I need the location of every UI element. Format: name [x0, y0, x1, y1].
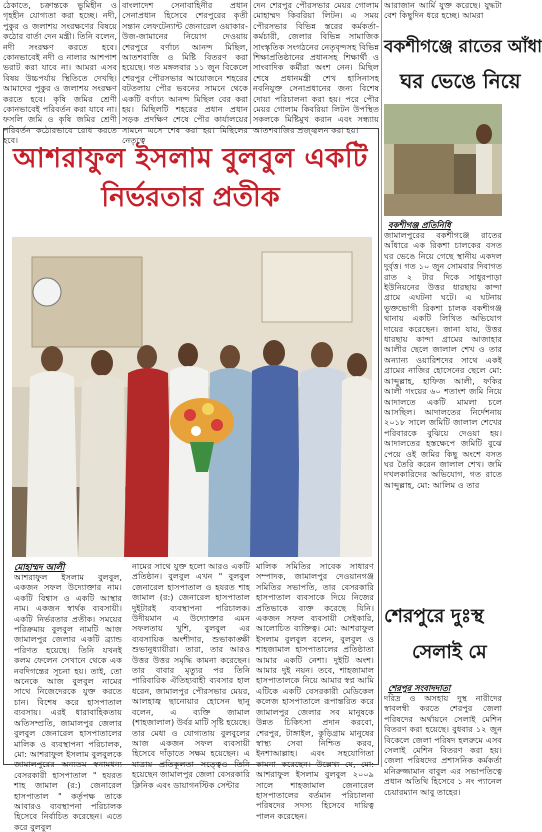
article-body-column-3: মালিক সমিতির সাবেক সাধারণ সম্পাদক, জামালপুর দেওয়ানগঞ্জ সমিতির সভাপতি, তার বেসরকারি হাসপাতাল ব্যবসাকে দিয়ে নিজের প্রতিভাকে ব্যক্ত করেছে যিনি। একজন সফল ব্যবসায়ী সেইকারি, আলোচিত ব্যক্তিত্ব। মো: আশরাফুল ইসলাম বুলবুল বলেন, বুলবুল ও শাহজামাল হাসপাতালের প্রতিষ্ঠাতা আমার একটি নেশা। দুইটি অংশ। আমার দুই নয়ন। তবে, শাহজামাল হাসপাতালকে নিয়ে আমার স্বপ্ন আমি এটিকে একটি বেসরকারী মেডিকেল কলেজ হাসপাতালে রূপান্তরিত করে জামালপুর জেলার সব মানুষকে উন্নত চিকিৎসা প্রদান করবো, শেরপুর, টাঙ্গাইল, কুড়িগ্রাম মানুষের স্বাস্থ্য সেবা নিশ্চিত করব, ইনশাআল্লাহ। এবং সহযোগিতা কামনা করেছেন। উল্লেখ্য যে, মো: আশরাফুল ইসলাম বুলবুল ২০০৯ সালে শাহজামাল জেনারেল হাসপাতালের বর্তমান পরিচালনা পরিষদের সদস্য হিসেবে দায়িত্ব পালন করেছেন।	[256, 561, 374, 821]
main-headline	[4, 129, 377, 227]
article-body-column-2: নামের সাথে যুক্ত হলো আরও একটি প্রতিষ্ঠান। বুলবুল এখন " বুলবুল জেনারেল হাসপাতাল ও হযরত শাহ জামাল (র:) জেনারেল হাসপাতাল দুইটারই ব্যবস্থাপনা পরিচালক। উদীয়মান এ উদ্যোক্তার এমন সফলতায় খুশি, বুলবুল এর ব্যবসায়িক অংশীদার, শুভাকাঙ্ক্ষী শুভানুধ্যায়ীরা। তারা, তার আরও উত্তর উত্তর সমৃদ্ধি কামনা করেছেন। তার বাবার মৃত্যুর পর তিনি পারিবারিক ঐতিহ্যবাহী ব্যবসার হাল ধরেন, জামালপুর পৌরসভার মেয়র, আলহাজ্ব ছানোয়ার হোসেন ছানু বলেন, এ ব্যক্তি জামাল (শাহজালাল) উর্বর মাটি সৃষ্টি হয়েছে। তার মেধা ও যোগ্যতায় বুলবুলের আজ একজন সফল ব্যবসায়ী হিসেবে দাঁড়াতে সক্ষম হয়েছেন। এ যাত্রায় প্রতিকূলতা সত্ত্বেও তিনি হয়েছেন জামালপুর জেলা বেসরকারি ক্লিনিক এবং ডায়াগনস্টিক সেন্টার	[132, 561, 251, 790]
right-headline-1	[384, 30, 542, 102]
right-story2-byline: শেরপুর সংবাদদাতা	[388, 683, 451, 693]
right-story2-body: দরিদ্র ও অসহায় দুস্থ নারীদের স্বাবলম্বী করতে শেরপুর জেলা পরিষদের অর্থায়নে সেলাই মেশিন বিতরণ করা হয়েছে। বুধবার ১২ জুন বিকেলে জেলা পরিষদ হলরুমে এসব সেলাই মেশিন বিতরণ করা হয়। জেলা পরিষদের প্রশাসনিক কর্মকর্তা মনিরুজ্জামান বাবুল এর সভাপতিত্বে প্রধান অতিথি হিসেবে ১ নং প্যানেল চেয়ারম্যান আবু তাহের।	[384, 693, 502, 797]
right-headline-2-line-2: সেলাই মে	[412, 641, 487, 663]
top-column-1: ঠেকাতে, চক্রান্তকে ভুমিহীন ও গৃহহীন যোগ্যতা করা হচ্ছে। নদী, পুকুর ও জলাশয় সংরক্ষণের বিষয়ে কঠোর বার্তা দেন মন্ত্রী। তিনি বলেন, নদী সংরক্ষণ করতে হবে। কোনভাবেই নদী ও নালার আশপাশ ভরাট করা যাবে না। আমরা এসব বিষয় উচ্চপর্যায় স্থিতিতে দেখছি। আমাদের পুকুর ও জলাশয় সংরক্ষণ করতে হবে। কৃষি জমির শ্রেণী কোনভাবেই পরিবর্তন করা যাবে না। ফসলি জমি ও কৃষি জমির শ্রেণী পরিবর্তন কঠোরভাবে রোধ করতে হবে।	[3, 0, 117, 146]
headline-line-2: নির্ভরতার প্রতীক	[101, 182, 280, 213]
right-story-body: জামালপুরের বকশীগঞ্জে রাতের আঁধারে এক রিকশা চালকের বসত ঘর ভেঙে নিয়ে গেছে স্থানীয় একদল দুর্বৃত্ত। গত ১০ জুন সোমবার দিবাগত রাত ২ টার দিকে সাধুরপাড়া ইউনিয়নের উত্তর ধারছায় কান্দা গ্রামে এঘটনা ঘটে। এ ঘটনায় ভুক্তভোগী রিকশা চালক বকশীগঞ্জ থানায় একটি লিখিত অভিযোগ দায়ের করেছেন। জানা যায়, উত্তর ধারছায় কান্দা গ্রামের আজাহার আলীর ছেলে জালাল শেখ ও তার অন্যান্য ওয়ারিশদের সাথে একই গ্রামের নাজির হোসেনের ছেলে মো: আব্দুল্লাহ, হাফিজ আলী, ফকির আলী গংয়ের ৬০ শতাংশ জমি নিয়ে আদালতে একটি মামলা চলে আসছিল। আদালতের নির্দেশনায় ২০১৮ সালে জমিটি জালাল শেখের পরিবারকে বুঝিয়ে দেওয়া হয়। আদালতের হস্তক্ষেপে জমিটি বুঝে পেয়ে ওই জমির কিছু অংশে বসত ঘর তৈরি করেন জালাল শেখ। জমি দখলকারিদের অভিযোগ, গত রাতে আব্দুল্লাহ, মো: আলিম ও তার	[384, 230, 502, 490]
right-headline-2	[384, 598, 502, 678]
damaged-house-illustration	[384, 104, 502, 216]
article-byline: মোহাম্মদ আলী	[14, 563, 65, 573]
top-column-3: দেন শেরপুর পৌরসভার মেয়র গোলাম মোহাম্মদ কিবরিয়া লিটন। এ সময় পৌরসভার বিভিন্ন স্তরের কর্মকর্তা-কর্মচারী, জেলার বিভিন্ন সামাজিক সাংস্কৃতিক সংগঠনের নেতৃবৃন্দসহ বিভিন্ন শিক্ষাপ্রতিষ্ঠানের প্রধানসহ শিক্ষার্থী ও সাংবাদিক কর্মীরা অংশ নেন। মিছিল শেষে প্রধানমন্ত্রী শেখ হাসিনাসহ নবনিযুক্ত সেনাপ্রধানের জন্য বিশেষ দোয়া পরিচালনা করা হয়। পরে পৌর মেয়র গোলাম কিবরিয়া লিটন উপস্থিত সকলকে মিষ্টিমুখ করান এবং সন্ধ্যায় আতশবাজির প্রজ্জ্বলন করা হয়।	[253, 0, 379, 135]
article-photo	[12, 237, 372, 557]
top-column-2: বাংলাদেশ সেনাবাহিনীর প্রধান সেনাপ্রধান হিসেবে শেরপুরের কৃতী সন্তান লেফটেন্যান্ট জেনারেল ওয়াকার-উজ-জামানের নিয়োগ দেওয়ায় শেরপুরে বর্ণাঢ্য আনন্দ মিছিল, আতশবাজি ও মিষ্টি বিতরণ করা হয়েছে। গত মঙ্গলবার ১১ জুন বিকেলে শেরপুর পৌরসভার আয়োজনে শহরের বটতলায় পৌর ভবনের সামনে থেকে একটি বর্ণাঢ্য আনন্দ মিছিল বের করা হয়। মিছিলটি শহরের প্রধান প্রধান সড়ক প্রদক্ষিণ শেষে পৌর কার্যালয়ের সামনে এসে শেষ করা হয়। মিছিলের নেতৃত্বে	[122, 0, 248, 146]
main-article-frame	[3, 128, 379, 832]
column-divider	[250, 0, 251, 124]
right-story-photo	[384, 104, 502, 216]
group-photo-illustration	[12, 237, 372, 557]
right-headline-1-line-2: ঘর ভেঙে নিয়ে	[400, 69, 521, 93]
right-story-byline: বকশীগঞ্জ প্রতিনিধি	[388, 220, 451, 230]
column-divider	[381, 0, 382, 767]
column-divider	[119, 0, 120, 124]
right-top-text: আরাজান আর্মি যুক্ত করেছে। যুদ্ধটা বেশ কিছুদিন ধরে হচ্ছে। আমরা	[384, 0, 502, 21]
right-headline-2-line-1: শেরপুরে দুঃস্থ	[384, 605, 484, 627]
right-headline-1-line-1: বকশীগঞ্জে রাতের আঁধা	[384, 37, 542, 57]
article-body-column-1: আশরাফুল ইসলাম বুলবুল, একজন সফল উদ্যোক্তার নাম। একটি বিশ্বাস ও একটি আস্থার নাম। একজন স্বার্থক ব্যবসায়ী। একটি নির্ভরতার প্রতীক। সময়ের পরিক্রমায় বুলবুল নামটি আজ জামালপুর জেলার একটি ব্র্যান্ড পরিণত হয়েছে। তিনি যখনই কলম ফেলেন সেখানে থেকে এক নবদিগন্তের সূচনা হয়। তাই, তো অনেকে আজ বুলবুল নামের সাথে নিজেদেরকে যুক্ত করতে চান। বিশেষ করে হাসপাতাল ব্যবসায়। এরই ধারাবাহিকতায় অতিসম্প্রতি, জামালপুর জেলার বুলবুল জেনারেল হাসপাতালের মালিক ও ব্যবস্থাপনা পরিচালক, মো: আশরাফুল ইসলাম বুলবুলকে জামালপুরের অন্যতম স্বনামধন্য বেসরকারী হাসপাতাল " হযরত শাহ জামাল (র:) জেনারেল হাসপাতাল " কর্তৃপক্ষ তাকে আবারও ব্যবস্থাপনা পরিচালক হিসেবে নির্বাচিত করেছেন। এতে করে বুলবুল	[14, 572, 122, 832]
headline-line-1: আশরাফুল ইসলাম বুলবুল একটি	[13, 143, 368, 174]
